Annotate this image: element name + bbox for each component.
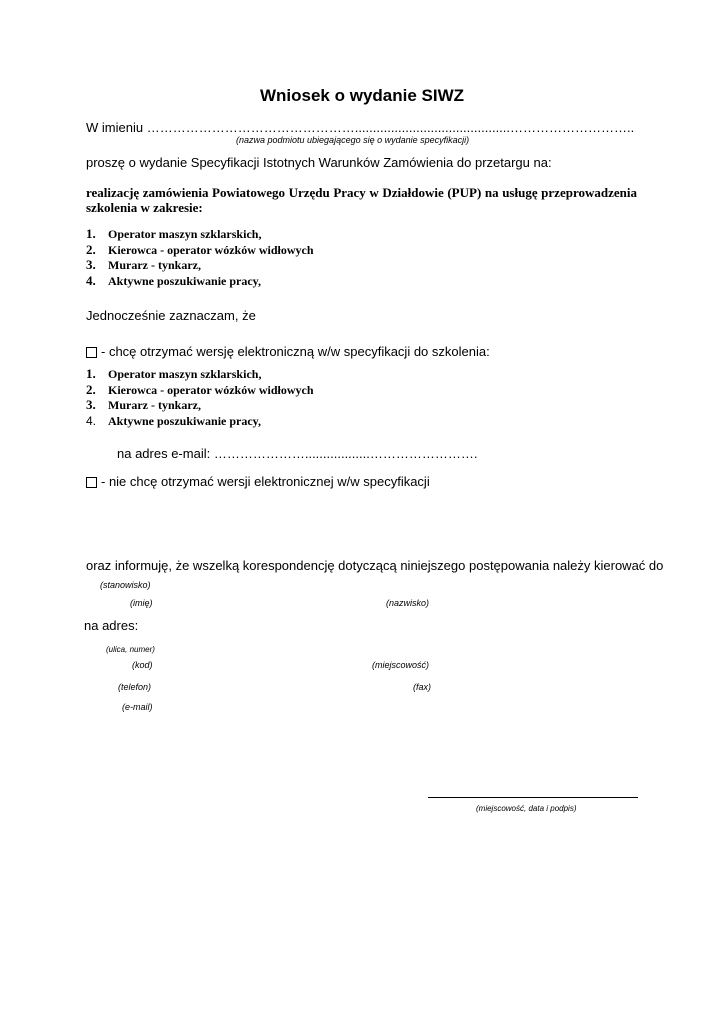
list-number: 2.: [86, 241, 96, 257]
list-number: 2.: [86, 381, 96, 397]
email-line: [117, 446, 477, 461]
course-label: Aktywne poszukiwanie pracy,: [108, 273, 262, 288]
option-electronic-label: - chcę otrzymać wersję elektroniczną w/w specyfikacji do szkolenia:: [101, 344, 490, 359]
list-item: [86, 366, 314, 382]
street-field[interactable]: (ulica, numer): [106, 645, 155, 654]
list-item: [86, 273, 314, 289]
course-label: Aktywne poszukiwanie pracy,: [108, 413, 262, 428]
simultaneously-text: Jednocześnie zaznaczam, że: [86, 308, 256, 323]
applicant-line: [86, 120, 634, 135]
option-electronic: [86, 344, 490, 359]
applicant-dots[interactable]: …………………………………………...........................................………………………..: [146, 120, 635, 135]
postal-code-field[interactable]: (kod): [132, 660, 153, 670]
course-label: Operator maszyn szklarskich,: [108, 367, 262, 381]
page-title: Wniosek o wydanie SIWZ: [259, 86, 465, 105]
option-no-electronic-label: - nie chcę otrzymać wersji elektronicznej w/w specyfikacji: [101, 474, 430, 489]
phone-field[interactable]: (telefon): [118, 682, 152, 692]
list-number: 1.: [86, 226, 96, 241]
list-item: [86, 242, 314, 258]
first-name-field[interactable]: (imię): [130, 598, 153, 608]
course-label: Murarz - tynkarz,: [108, 258, 201, 272]
course-list: [86, 226, 314, 288]
list-item: [86, 226, 314, 242]
scope-text: realizację zamówienia Powiatowego Urzędu Pracy w Działdowie (PUP) na usługę przeprowadzenia szkolenia w zakresie:: [86, 185, 637, 215]
no-electronic-checkbox[interactable]: [86, 477, 97, 488]
city-field[interactable]: (miejscowość): [372, 660, 430, 670]
list-item: [86, 382, 314, 398]
email-field[interactable]: (e-mail): [122, 702, 153, 712]
fax-field[interactable]: (fax): [413, 682, 431, 692]
course-label: Kierowca - operator wózków widłowych: [108, 382, 314, 397]
list-item: [86, 257, 314, 273]
applicant-label: W imieniu: [86, 120, 144, 135]
signature-caption: (miejscowość, data i podpis): [476, 804, 577, 813]
course-label: Murarz - tynkarz,: [108, 398, 201, 412]
list-number: 4.: [86, 413, 97, 428]
list-number: 3.: [86, 257, 96, 272]
list-number: 1.: [86, 366, 96, 381]
list-item: [86, 397, 314, 413]
list-number: 4.: [86, 272, 96, 288]
email-dots[interactable]: …………………..................…………………….: [213, 446, 478, 461]
email-label: na adres e-mail:: [117, 446, 211, 461]
list-number: 3.: [86, 397, 96, 412]
electronic-checkbox[interactable]: [86, 347, 97, 358]
position-field[interactable]: (stanowisko): [100, 580, 151, 590]
course-list-electronic: [86, 366, 314, 428]
correspondence-text: oraz informuję, że wszelką korespondencję dotyczącą niniejszego postępowania należy kierować do: [86, 558, 664, 573]
request-text: proszę o wydanie Specyfikacji Istotnych Warunków Zamówienia do przetargu na:: [86, 155, 552, 170]
option-no-electronic: [86, 474, 430, 489]
course-label: Kierowca - operator wózków widłowych: [108, 242, 314, 257]
applicant-caption: (nazwa podmiotu ubiegającego się o wydanie specyfikacji): [236, 135, 470, 145]
course-label: Operator maszyn szklarskich,: [108, 227, 262, 241]
list-item: [86, 413, 314, 429]
address-label: na adres:: [84, 618, 139, 633]
last-name-field[interactable]: (nazwisko): [386, 598, 430, 608]
signature-line[interactable]: [428, 797, 638, 798]
